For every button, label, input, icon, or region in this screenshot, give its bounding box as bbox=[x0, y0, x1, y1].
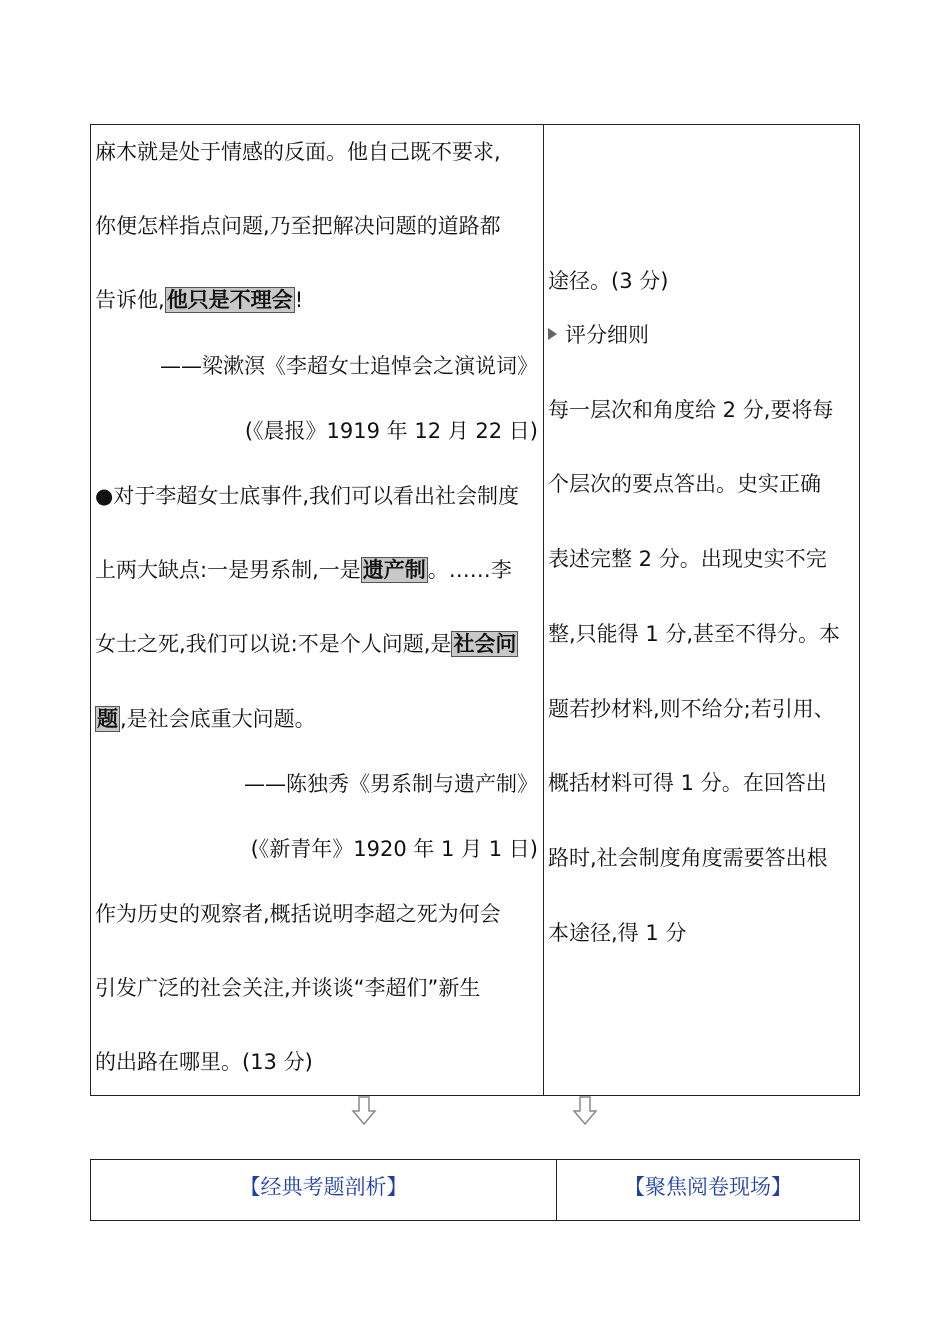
text-line-with-highlight bbox=[95, 556, 512, 584]
text-line: 每一层次和角度给 2 分,要将每 bbox=[548, 398, 834, 422]
text-segment: 。……李 bbox=[427, 558, 512, 582]
text-line: 麻木就是处于情感的反面。他自己既不要求, bbox=[95, 140, 501, 164]
text-line: 的出路在哪里。(13 分) bbox=[95, 1050, 313, 1074]
text-line: 个层次的要点答出。史实正确 bbox=[548, 472, 821, 496]
text-line-with-highlight bbox=[95, 286, 303, 314]
text-line: 路时,社会制度角度需要答出根 bbox=[548, 846, 828, 870]
text-line: 表述完整 2 分。出现史实不完 bbox=[548, 547, 827, 571]
highlighted-phrase: 遗产制 bbox=[362, 558, 426, 582]
text-line: 概括材料可得 1 分。在回答出 bbox=[548, 771, 827, 795]
text-segment: 女士之死,我们可以说:不是个人问题,是 bbox=[95, 632, 452, 656]
highlighted-phrase: 题 bbox=[97, 707, 118, 731]
text-segment: ! bbox=[294, 288, 304, 312]
text-segment: 告诉他, bbox=[95, 288, 165, 312]
text-line: 你便怎样指点问题,乃至把解决问题的道路都 bbox=[95, 214, 501, 238]
text-line: 作为历史的观察者,概括说明李超之死为何会 bbox=[95, 902, 501, 926]
down-arrow-icon bbox=[572, 1096, 598, 1126]
citation-source: (《晨报》1919 年 12 月 22 日) bbox=[244, 419, 538, 443]
text-segment: 上两大缺点:一是男系制,一是 bbox=[95, 558, 361, 582]
citation-source: (《新青年》1920 年 1 月 1 日) bbox=[250, 837, 538, 861]
main-content-table bbox=[90, 124, 860, 1096]
text-line-with-highlight bbox=[95, 630, 518, 658]
triangle-right-icon bbox=[548, 328, 557, 340]
scoring-rules-heading bbox=[548, 321, 649, 349]
column-divider bbox=[543, 124, 544, 1096]
text-line: 题若抄材料,则不给分;若引用、 bbox=[548, 697, 835, 721]
citation-author: ——梁漱溟《李超女士追悼会之演说词》 bbox=[160, 354, 538, 378]
down-arrow-icon bbox=[351, 1096, 377, 1126]
text-line: 整,只能得 1 分,甚至不得分。本 bbox=[548, 622, 841, 646]
text-line-with-highlight bbox=[95, 705, 316, 733]
classic-exam-analysis-link[interactable]: 【经典考题剖析】 bbox=[239, 1175, 408, 1199]
text-line: 引发广泛的社会关注,并谈谈“李超们”新生 bbox=[95, 976, 481, 1000]
heading-label: 评分细则 bbox=[565, 323, 649, 347]
text-line: 本途径,得 1 分 bbox=[548, 921, 687, 945]
citation-author: ——陈独秀《男系制与遗产制》 bbox=[244, 772, 538, 796]
text-line: 途径。(3 分) bbox=[548, 269, 669, 293]
highlighted-phrase: 他只是不理会 bbox=[166, 288, 293, 312]
highlighted-phrase: 社会问 bbox=[453, 632, 517, 656]
grading-scene-link[interactable]: 【聚焦阅卷现场】 bbox=[624, 1175, 792, 1199]
text-line: ●对于李超女士底事件,我们可以看出社会制度 bbox=[95, 484, 519, 508]
text-segment: ,是社会底重大问题。 bbox=[120, 707, 316, 731]
